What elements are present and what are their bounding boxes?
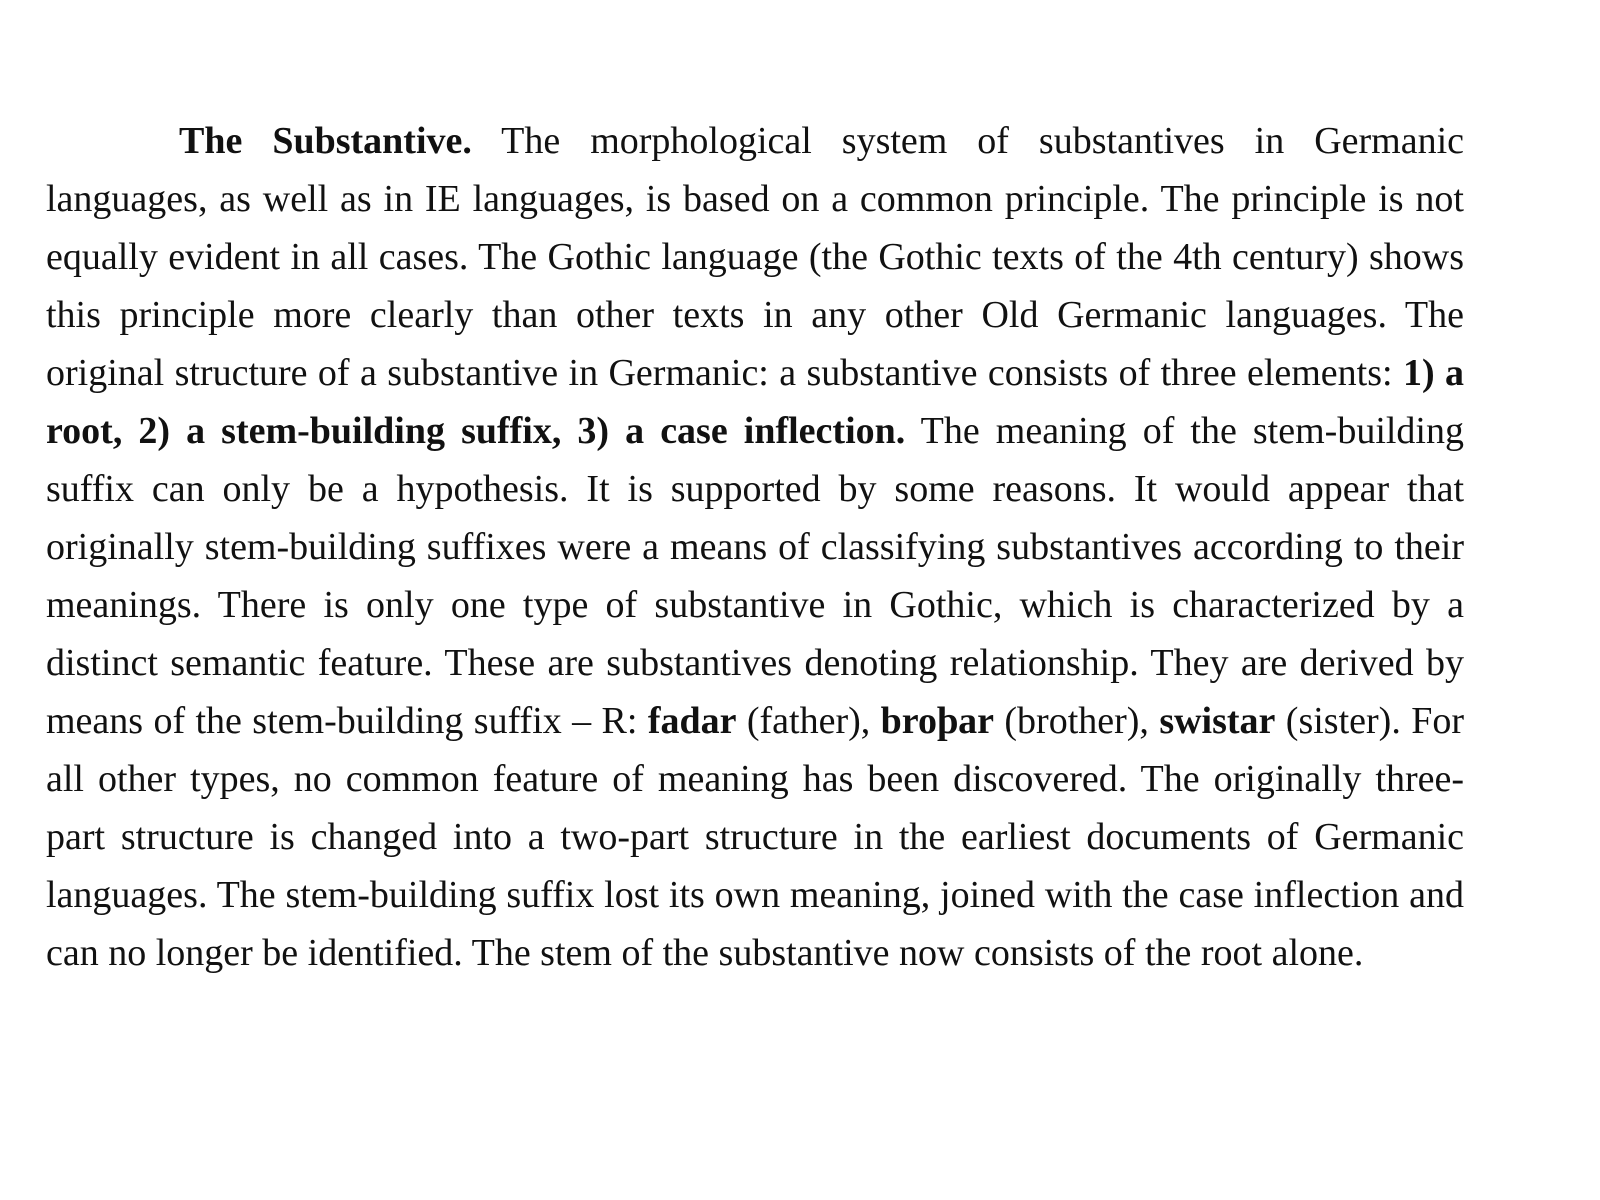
structure-elements: 1) a root, 2) a stem-building suffix, 3) a case inflection. [46,352,1464,452]
paragraph-text-3: (sister). For all other types, no common feature of meaning has been discovered. The originally three-part structure is changed into a two-part structure in the earliest documents of Germanic languages. The stem-building suffix lost its own meaning, joined with the case inflection and can no longer be identified. The stem of the substantive now consists of the root alone. [46,700,1464,974]
document-page [46,112,1464,982]
gloss-father: (father), [736,700,881,742]
paragraph-text-2: The meaning of the stem-building suffix can only be a hypothesis. It is supported by some reasons. It would appear that originally stem-building suffixes were a means of classifying substantives according to their meanings. There is only one type of substantive in Gothic, which is characterized by a distinct semantic feature. These are substantives denoting relationship. They are derived by means of the stem-building suffix – R: [46,410,1464,742]
example-word-brothar: broþar [880,700,994,742]
paragraph-text-1: The morphological system of substantives in Germanic languages, as well as in IE languages, is based on a common principle. The principle is not equally evident in all cases. The Gothic language (the Gothic texts of the 4th century) shows this principle more clearly than other texts in any other Old Germanic languages. The original structure of a substantive in Germanic: a substantive consists of three elements: [46,120,1465,394]
example-word-fadar: fadar [647,700,737,742]
gloss-brother: (brother), [994,700,1160,742]
section-heading: The Substantive. [179,120,472,162]
example-word-swistar: swistar [1159,700,1276,742]
body-paragraph [46,112,1464,982]
